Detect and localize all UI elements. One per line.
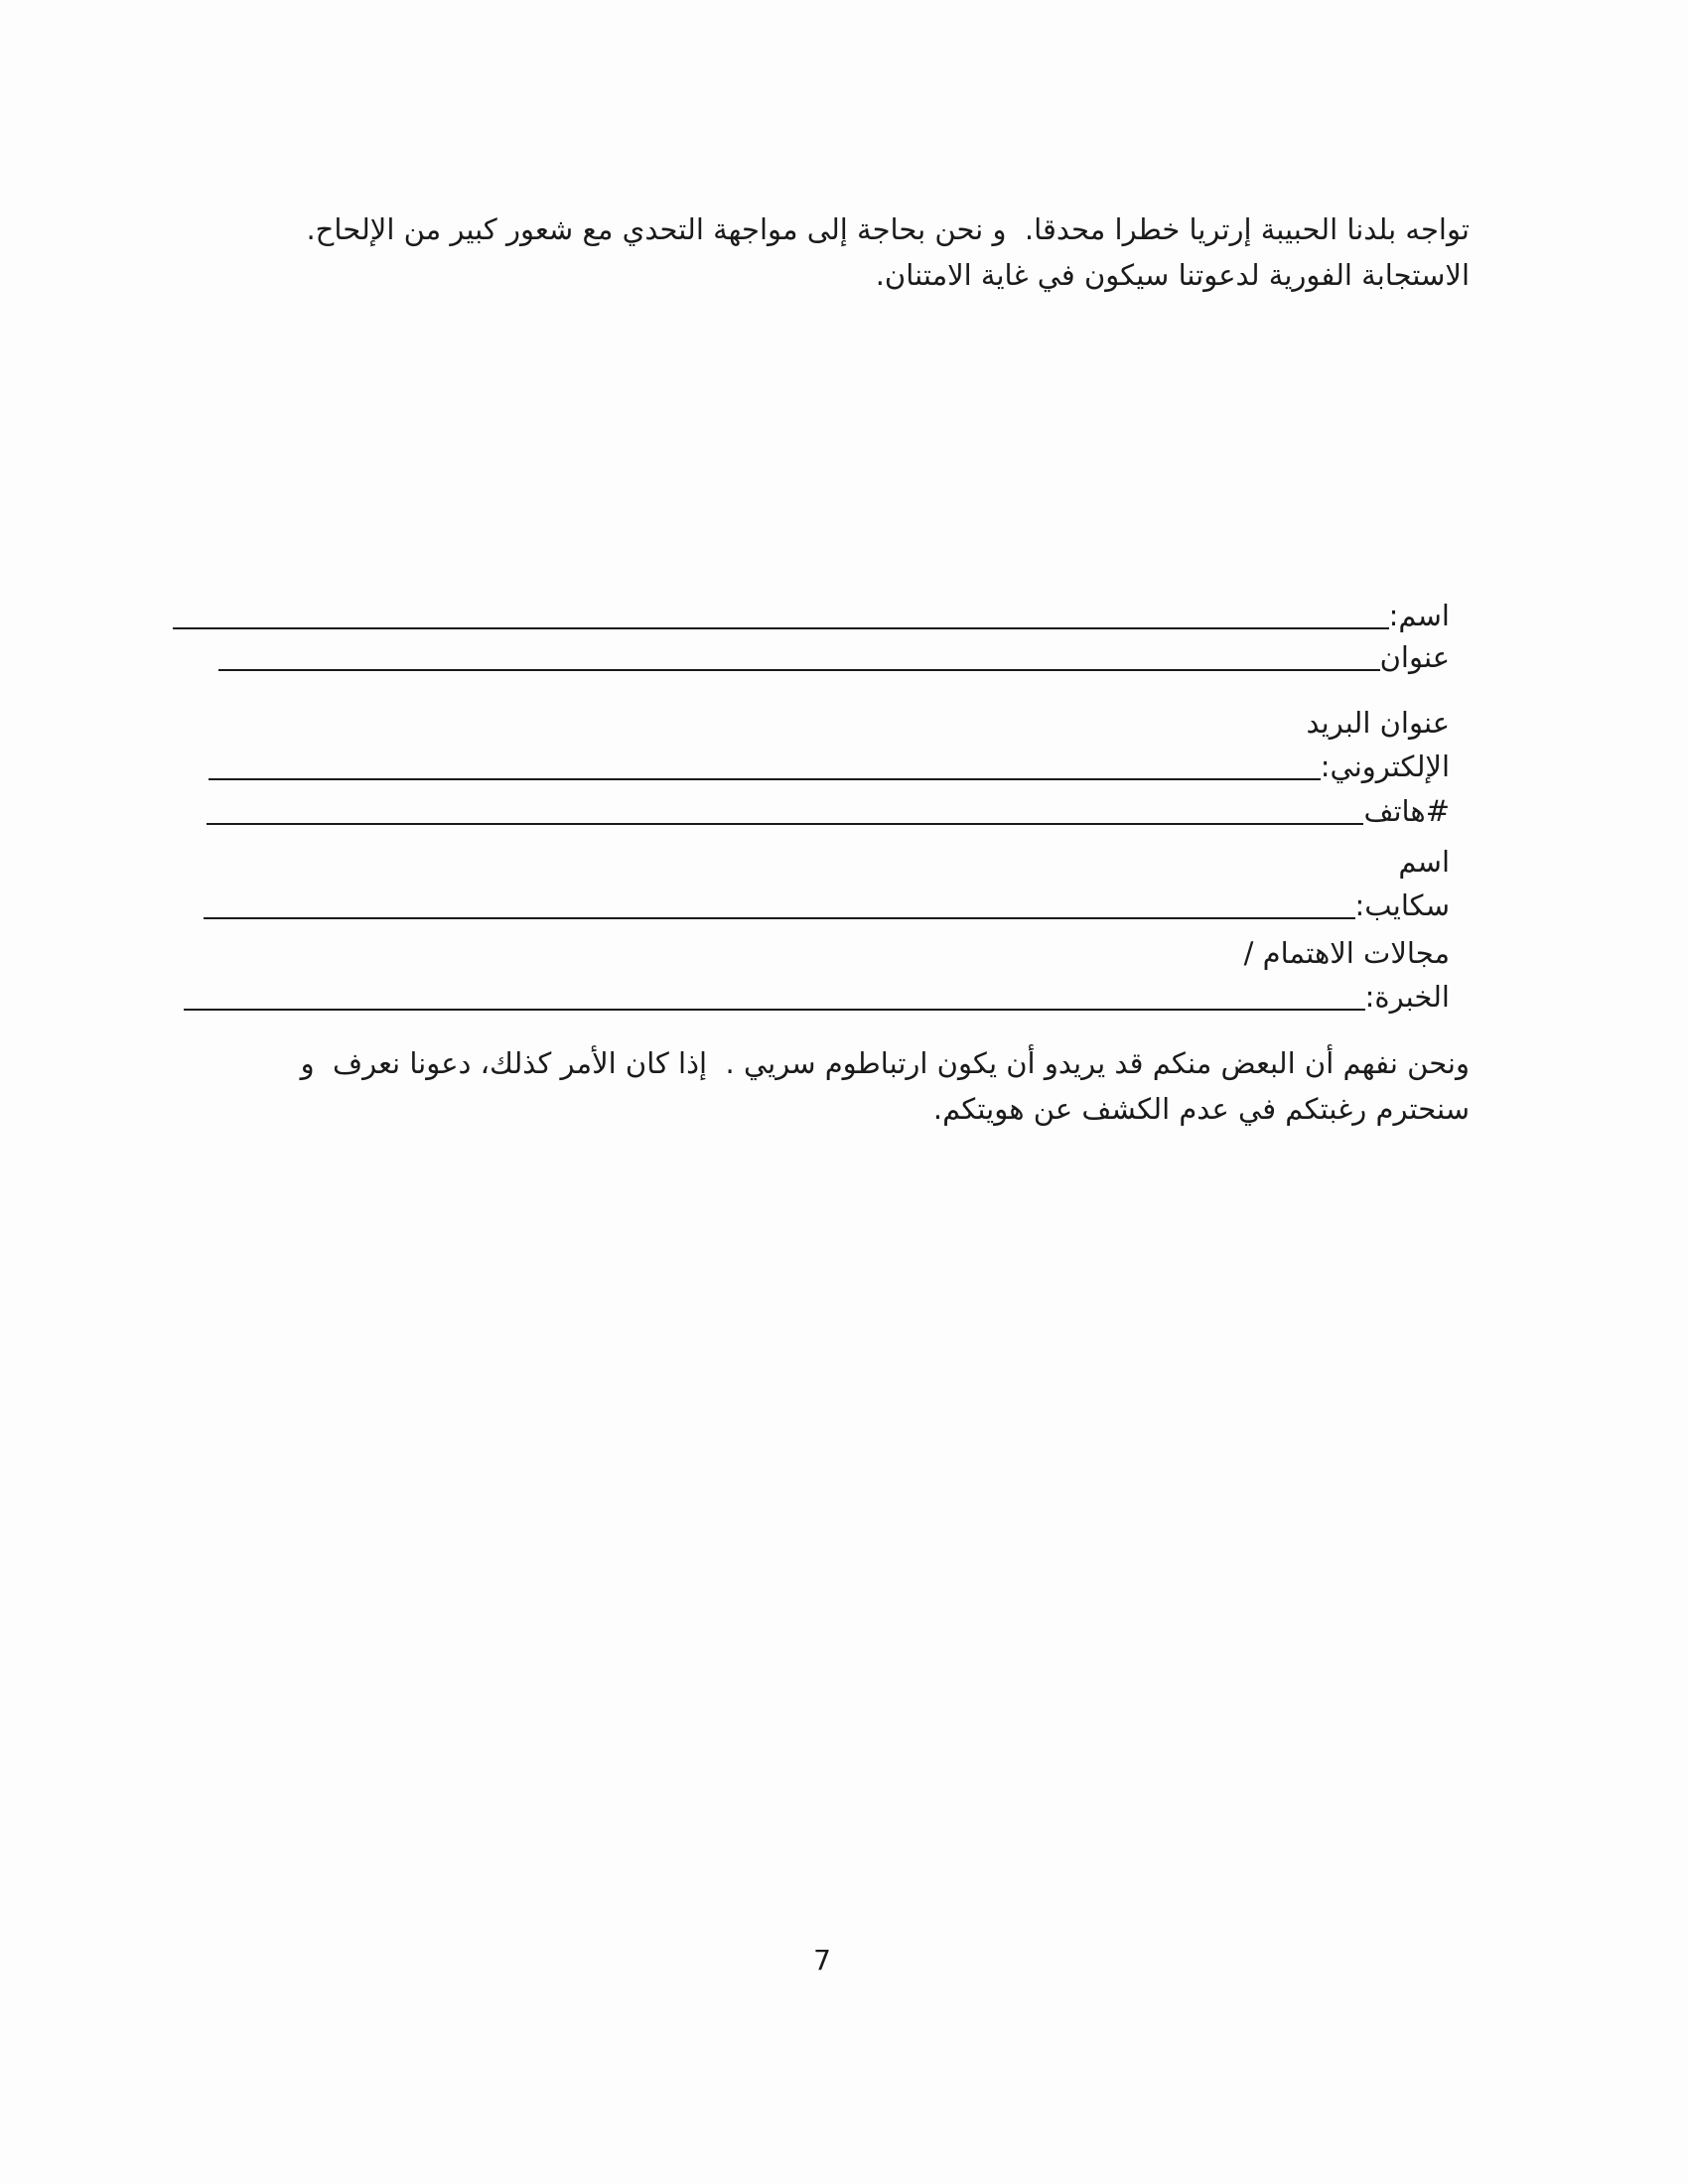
experience-label-line2: الخبرة: — [1364, 980, 1450, 1014]
address-label: عنوان — [1379, 640, 1450, 674]
experience-blank-line[interactable] — [184, 1009, 1365, 1011]
address-blank-line[interactable] — [218, 669, 1380, 671]
confidentiality-note: ونحن نفهم أن البعض منكم قد يريدو أن يكون ارتباطوم سريي . إذا كان الأمر كذلك، دعونا نعرف و سنحترم رغبتكم في عدم الكشف عن هويتكم. — [291, 1046, 1470, 1126]
skype-label-line2: سكايب: — [1354, 888, 1450, 922]
skype-field-row — [204, 884, 1450, 927]
email-label-line1: عنوان البريد — [1306, 706, 1450, 740]
phone-blank-line[interactable] — [207, 823, 1363, 825]
intro-paragraph: تواجه بلدنا الحبيبة إرتريا خطرا محدقا. و نحن بحاجة إلى مواجهة التحدي مع شعور كبير من الإلحاح. الاستجابة الفورية لدعوتنا سيكون في غاية الامتنان. — [297, 212, 1470, 292]
email-label-line2: الإلكتروني: — [1320, 750, 1450, 783]
skype-blank-line[interactable] — [204, 917, 1355, 919]
email-field-row — [209, 745, 1450, 788]
phone-field-row — [207, 789, 1450, 833]
address-field-row — [218, 635, 1450, 679]
name-field-row — [173, 594, 1450, 637]
email-blank-line[interactable] — [209, 778, 1321, 780]
experience-label-line1: مجالات الاهتمام / — [1243, 936, 1450, 970]
name-label: اسم: — [1388, 599, 1450, 632]
skype-label-line1: اسم — [1398, 845, 1450, 879]
name-blank-line[interactable] — [173, 627, 1389, 629]
page-number: 7 — [813, 1944, 831, 1977]
experience-field-row — [184, 975, 1450, 1019]
phone-label: #هاتف — [1363, 794, 1450, 828]
